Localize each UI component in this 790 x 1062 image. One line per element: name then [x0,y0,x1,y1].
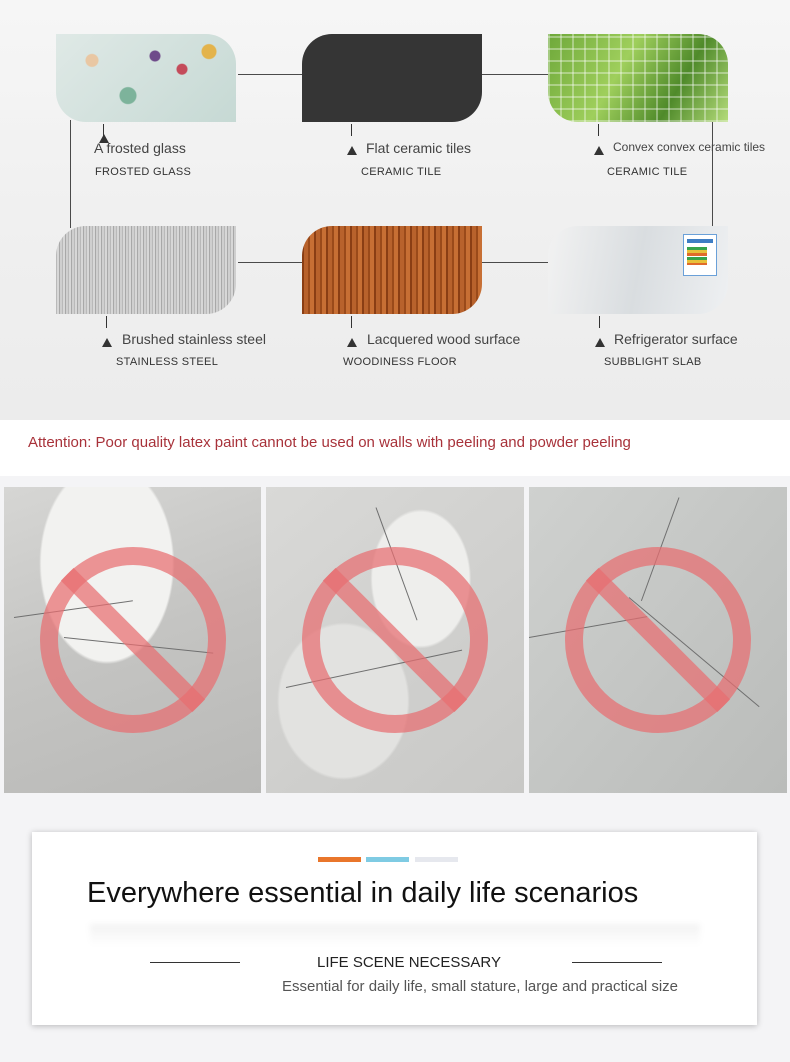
divider-left [150,962,240,963]
lacquered-wood-image [302,226,482,314]
triangle-marker-icon [347,146,357,155]
attention-banner [0,420,790,476]
surface-title: Flat ceramic tiles [366,140,472,156]
connector-line [70,120,71,228]
triangle-marker-icon [102,338,112,347]
surface-subtitle: CERAMIC TILE [607,166,688,178]
surface-subtitle: WOODINESS FLOOR [343,356,457,368]
marker-stem [599,316,600,328]
cracked-wall-photo [529,487,787,793]
surface-subtitle: SUBBLIGHT SLAB [604,356,702,368]
marker-stem [598,124,599,136]
card-description: Essential for daily life, small stature, large and practical size [282,978,679,995]
marker-stem [106,316,107,328]
brushed-steel-image [56,226,236,314]
connector-line [482,262,550,263]
card-label: LIFE SCENE NECESSARY [317,954,501,971]
refrigerator-surface-image [548,226,728,314]
surfaces-section [0,0,790,420]
connector-line [482,74,550,75]
surface-title: Refrigerator surface [614,331,738,347]
peeling-wall-photo [4,487,261,793]
surface-subtitle: FROSTED GLASS [95,166,192,178]
frosted-glass-image [56,34,236,122]
surface-subtitle: CERAMIC TILE [361,166,442,178]
headline-reflection [90,924,700,946]
marker-stem [351,124,352,136]
marker-stem [351,316,352,328]
connector-line [238,74,302,75]
energy-label-icon [683,234,717,276]
card-headline: Everywhere essential in daily life scenarios [87,877,639,909]
flat-ceramic-tile-image [302,34,482,122]
powder-peeling-wall-photo [266,487,524,793]
surface-title: Brushed stainless steel [122,331,266,347]
surface-subtitle: STAINLESS STEEL [116,356,219,368]
triangle-marker-icon [594,146,604,155]
divider-right [572,962,662,963]
accent-bar-grey [415,857,458,862]
attention-text: Attention: Poor quality latex paint cannot be used on walls with peeling and powder peeling [28,434,631,451]
connector-line [238,262,302,263]
connector-line [712,120,713,228]
accent-bar-blue [366,857,409,862]
surface-title: A frosted glass [94,140,186,156]
life-scene-card [32,832,757,1025]
surface-title: Convex convex ceramic tiles [613,140,766,154]
triangle-marker-icon [347,338,357,347]
surface-title: Lacquered wood surface [367,331,521,347]
triangle-marker-icon [595,338,605,347]
accent-bar-orange [318,857,361,862]
convex-ceramic-tile-image [548,34,728,122]
